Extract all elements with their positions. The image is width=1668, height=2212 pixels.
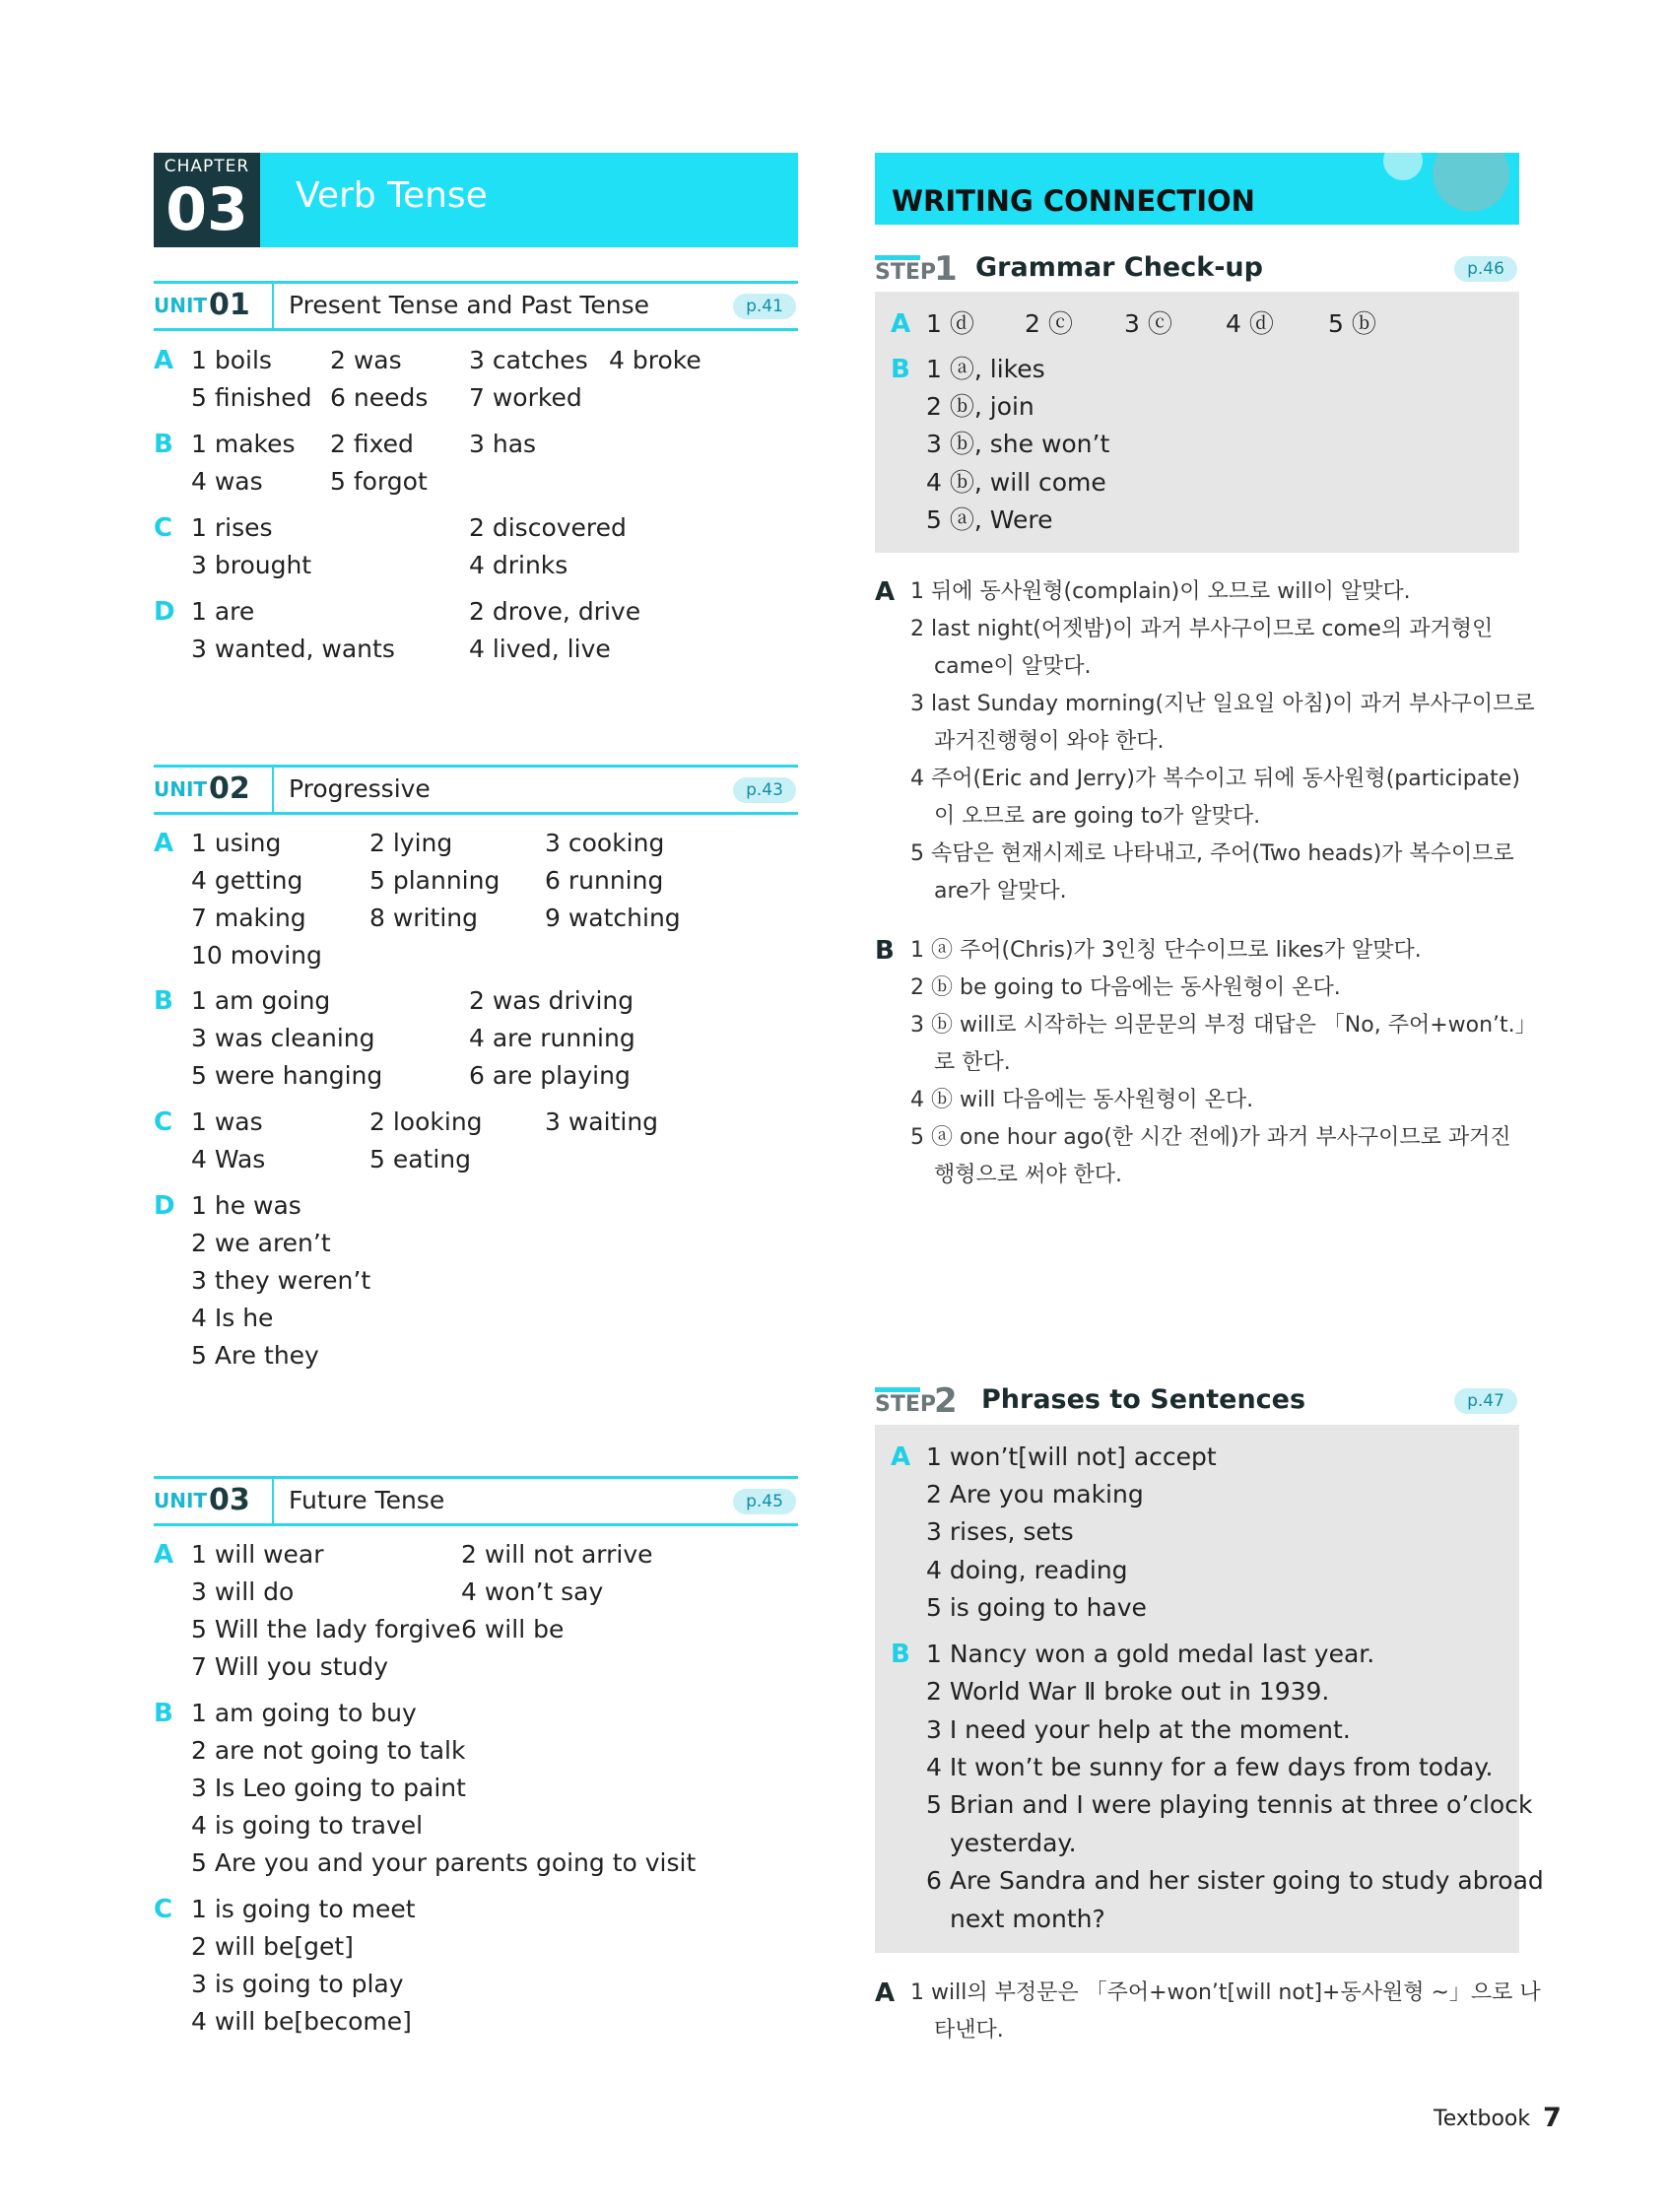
step-2-page-badge: p.47 [1454,1388,1517,1414]
answer: next month? [950,1905,1105,1933]
answer: 3 they weren’t [191,1266,371,1295]
answer: 2 looking [369,1107,483,1136]
answer: 10 moving [191,941,322,970]
answer: 7 making [191,904,306,932]
step-1-b-letter: B [891,355,910,384]
unit-03-top-rule [154,1476,798,1479]
explanation-line: 4 ⓑ will 다음에는 동사원형이 온다. [910,1088,1254,1112]
unit-01-section-d-letter: D [154,597,175,627]
answer: 6 are playing [469,1061,631,1090]
explanation-line: 행형으로 써야 한다. [934,1163,1122,1187]
answer: 1 will wear [191,1540,324,1569]
answer: 2 was driving [469,986,634,1015]
explanation-line: 2 last night(어젯밤)이 과거 부사구이므로 come의 과거형인 [910,617,1494,641]
step-1-word: STEP [875,260,937,285]
unit-03-section-c-letter: C [154,1895,173,1924]
answer: 3 waiting [545,1107,659,1136]
unit-03-section-b-letter: B [154,1699,173,1728]
answer: 4 getting [191,866,303,895]
answer: 5 is going to have [926,1593,1147,1622]
explanation-line: 로 한다. [934,1050,1011,1075]
answer: 3 rises, sets [926,1517,1074,1546]
step-1-a-letter: A [891,309,911,339]
explanation-line: 3 last Sunday morning(지난 일요일 아침)이 과거 부사구이므로 [910,692,1535,716]
unit-02-bottom-rule [154,812,798,815]
answer: 9 watching [545,904,681,932]
answer: 3 ⓒ [1124,309,1172,338]
unit-01-title: Present Tense and Past Tense [289,291,650,319]
answer: 2 will be[get] [191,1932,354,1961]
unit-02-divider [272,767,274,812]
answer: 4 It won’t be sunny for a few days from today. [926,1753,1494,1781]
answer: 6 will be [461,1615,565,1643]
answer: 1 won’t[will not] accept [926,1442,1217,1471]
step-1-title: Grammar Check-up [975,252,1263,283]
step-2-word: STEP [875,1392,937,1417]
unit-02-label: UNIT [154,777,208,801]
unit-03-label: UNIT [154,1489,208,1512]
answer: 4 Was [191,1145,266,1173]
answer: 3 catches [469,346,588,374]
explanation-line: 과거진행형이 와야 한다. [934,729,1165,754]
answer: 6 running [545,866,664,895]
answer: 1 was [191,1107,263,1136]
unit-03-bottom-rule [154,1523,798,1526]
unit-01-number: 01 [209,288,250,322]
unit-01-section-c-letter: C [154,513,173,543]
answer: 1 Nancy won a gold medal last year. [926,1640,1375,1668]
answer: 1 he was [191,1191,301,1220]
footer-label: Textbook [1434,2107,1531,2131]
answer: 4 ⓓ [1226,309,1274,338]
answer: 6 needs [330,383,429,412]
unit-01-page-badge: p.41 [733,294,796,319]
answer: 1 are [191,597,255,626]
answer: 3 wanted, wants [191,635,395,663]
answer: 1 ⓐ, likes [926,355,1045,383]
answer: 1 am going [191,986,331,1015]
answer: 5 Will the lady forgive [191,1615,461,1643]
answer: 5 ⓐ, Were [926,505,1053,534]
answer: 5 were hanging [191,1061,383,1090]
unit-01-section-a-letter: A [154,346,174,375]
explanation-line: 1 ⓐ 주어(Chris)가 3인칭 단수이므로 likes가 알맞다. [910,938,1422,963]
answer: 4 drinks [469,551,568,579]
answer: 4 doing, reading [926,1556,1128,1584]
chapter-label: CHAPTER [164,157,250,176]
answer: 4 Is he [191,1304,274,1332]
explanation-line: came이 알맞다. [934,654,1092,679]
unit-01-section-b-letter: B [154,430,173,459]
answer: 1 ⓓ [926,309,974,338]
explanation-line: 1 뒤에 동사원형(complain)이 오므로 will이 알맞다. [910,579,1411,604]
answer: 2 lying [369,829,453,857]
answer: 4 will be[become] [191,2007,412,2036]
unit-01-top-rule [154,281,798,284]
answer: 3 has [469,430,537,458]
answer: 2 we aren’t [191,1229,331,1257]
step-2-title: Phrases to Sentences [981,1384,1306,1415]
step-1-explain-a-letter: A [875,577,896,607]
answer: 3 ⓑ, she won’t [926,430,1110,458]
answer: 7 Will you study [191,1652,389,1681]
answer: 2 fixed [330,430,414,458]
unit-01-label: UNIT [154,294,208,317]
unit-03-number: 03 [209,1483,250,1517]
step-1-page-badge: p.46 [1454,256,1517,282]
answer: 1 am going to buy [191,1699,417,1727]
answer: 4 won’t say [461,1577,604,1606]
answer: 2 will not arrive [461,1540,653,1569]
step-2-explain-a-letter: A [875,1978,896,2008]
answer: 3 is going to play [191,1970,404,1998]
answer: 4 lived, live [469,635,611,663]
unit-02-section-d-letter: D [154,1191,175,1221]
unit-02-top-rule [154,765,798,768]
unit-01-bottom-rule [154,328,798,331]
answer: 1 rises [191,513,273,542]
explanation-line: 3 ⓑ will로 시작하는 의문문의 부정 대답은 「No, 주어+won’t.」 [910,1013,1537,1038]
unit-02-section-b-letter: B [154,986,173,1016]
answer: 1 boils [191,346,272,374]
answer: 2 ⓒ [1025,309,1073,338]
answer: 3 brought [191,551,312,579]
answer: 2 drove, drive [469,597,641,626]
answer: 5 finished [191,383,312,412]
answer: 3 was cleaning [191,1024,375,1052]
unit-01-divider [272,283,274,328]
explanation-line: 이 오므로 are going to가 알맞다. [934,804,1261,829]
unit-03-section-a-letter: A [154,1540,174,1570]
page-number: 7 [1543,2103,1562,2133]
answer: 5 planning [369,866,500,895]
answer: 4 was [191,467,263,496]
answer: 3 cooking [545,829,665,857]
unit-02-number: 02 [209,771,250,806]
answer: 5 Brian and I were playing tennis at three o’clock [926,1790,1533,1819]
answer: 5 eating [369,1145,472,1173]
step-1-explain-b-letter: B [875,936,895,966]
answer: 5 forgot [330,467,428,496]
unit-03-divider [272,1478,274,1523]
answer: 2 Are you making [926,1480,1144,1508]
answer: 2 ⓑ, join [926,392,1034,421]
unit-02-title: Progressive [289,774,431,803]
answer: yesterday. [950,1829,1077,1857]
chapter-title: Verb Tense [296,175,488,216]
unit-02-section-a-letter: A [154,829,174,858]
explanation-line: 5 ⓐ one hour ago(한 시간 전에)가 과거 부사구이므로 과거진 [910,1125,1511,1150]
answer: 5 ⓑ [1328,309,1376,338]
step-1-number: 1 [934,249,958,289]
chapter-number: 03 [166,175,248,244]
step-2-b-letter: B [891,1640,910,1669]
answer: 8 writing [369,904,478,932]
answer: 3 Is Leo going to paint [191,1774,466,1802]
answer: 2 World War Ⅱ broke out in 1939. [926,1677,1330,1706]
answer: 4 is going to travel [191,1811,424,1840]
unit-03-page-badge: p.45 [733,1489,796,1514]
decorative-circle-icon [1433,153,1509,212]
explanation-line: 2 ⓑ be going to 다음에는 동사원형이 온다. [910,975,1341,1000]
answer: 6 Are Sandra and her sister going to study abroad [926,1866,1544,1895]
unit-02-page-badge: p.43 [733,777,796,803]
unit-03-title: Future Tense [289,1486,445,1514]
answer: 4 broke [609,346,701,374]
explanation-line: 4 주어(Eric and Jerry)가 복수이고 뒤에 동사원형(participate) [910,767,1520,791]
explanation-line: 5 속담은 현재시제로 나타내고, 주어(Two heads)가 복수이므로 [910,841,1514,866]
answer: 1 using [191,829,282,857]
answer: 4 are running [469,1024,635,1052]
decorative-circle-icon [1383,153,1423,180]
answer: 3 I need your help at the moment. [926,1715,1351,1744]
answer: 7 worked [469,383,582,412]
writing-connection-title: WRITING CONNECTION [892,184,1255,218]
unit-02-section-c-letter: C [154,1107,173,1137]
explanation-line: 타낸다. [934,2018,1004,2043]
explanation-line: 1 will의 부정문은 「주어+won’t[will not]+동사원형 ~」으로 나 [910,1980,1541,2005]
answer: 5 Are they [191,1341,319,1370]
answer: 2 was [330,346,402,374]
answer: 1 makes [191,430,296,458]
step-2-a-letter: A [891,1442,911,1472]
answer: 2 discovered [469,513,627,542]
explanation-line: are가 알맞다. [934,879,1067,904]
answer: 2 are not going to talk [191,1736,466,1765]
answer: 1 is going to meet [191,1895,416,1923]
step-2-number: 2 [934,1381,958,1421]
answer: 4 ⓑ, will come [926,468,1106,497]
answer: 3 will do [191,1577,295,1606]
answer: 5 Are you and your parents going to visit [191,1848,697,1877]
